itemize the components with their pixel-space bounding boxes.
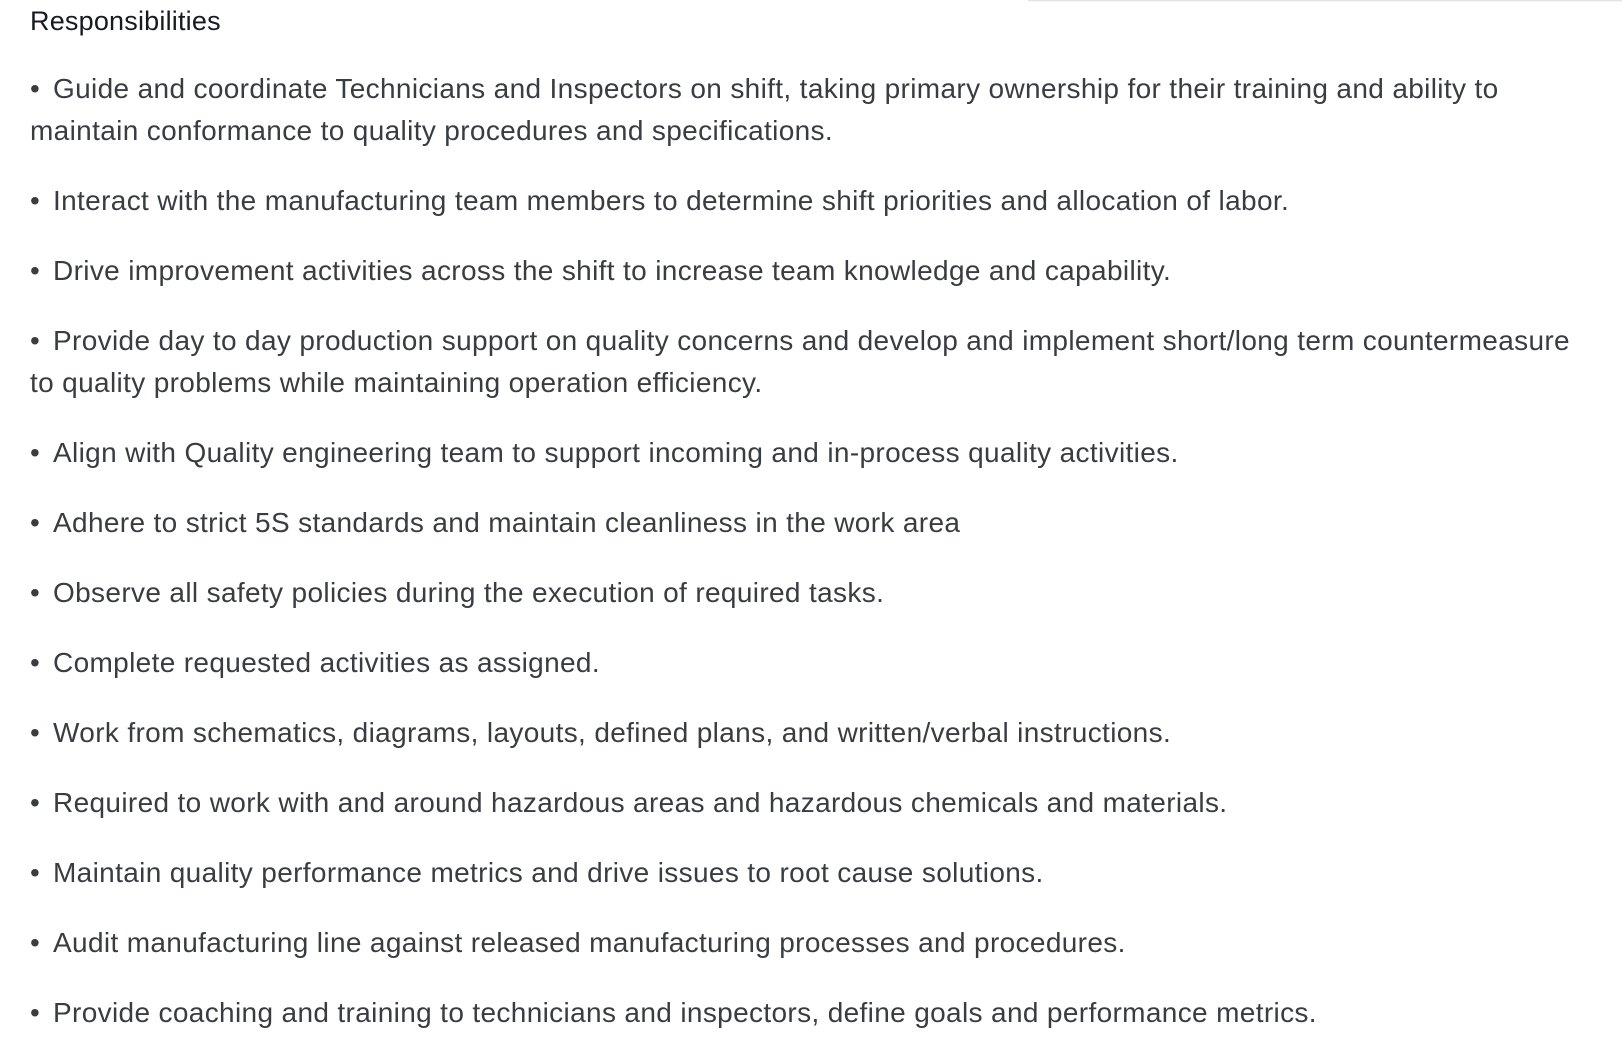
bullet-icon: • bbox=[30, 255, 41, 286]
list-item-text: Audit manufacturing line against released manufacturing processes and procedures. bbox=[53, 927, 1126, 958]
bullet-icon: • bbox=[30, 577, 41, 608]
list-item-text: Work from schematics, diagrams, layouts, defined plans, and written/verbal instructions. bbox=[53, 717, 1172, 748]
responsibilities-list bbox=[30, 68, 1610, 1034]
list-item-text: Required to work with and around hazardous areas and hazardous chemicals and materials. bbox=[53, 787, 1228, 818]
list-item-text: Provide day to day production support on quality concerns and develop and implement short/long term countermeasure to quality problems while maintaining operation efficiency. bbox=[30, 325, 1570, 398]
list-item bbox=[30, 782, 1610, 824]
list-item bbox=[30, 320, 1610, 404]
bullet-icon: • bbox=[30, 73, 41, 104]
list-item bbox=[30, 502, 1610, 544]
list-item bbox=[30, 432, 1610, 474]
list-item bbox=[30, 992, 1610, 1034]
bullet-icon: • bbox=[30, 507, 41, 538]
list-item bbox=[30, 642, 1610, 684]
bullet-icon: • bbox=[30, 927, 41, 958]
bullet-icon: • bbox=[30, 185, 41, 216]
bullet-icon: • bbox=[30, 325, 41, 356]
list-item-text: Guide and coordinate Technicians and Inspectors on shift, taking primary ownership for their training and ability to maintain conformance to quality procedures and specifications. bbox=[30, 73, 1499, 146]
bullet-icon: • bbox=[30, 647, 41, 678]
list-item-text: Complete requested activities as assigned. bbox=[53, 647, 600, 678]
list-item bbox=[30, 250, 1610, 292]
section-title: Responsibilities bbox=[30, 6, 221, 36]
bullet-icon: • bbox=[30, 857, 41, 888]
bullet-icon: • bbox=[30, 997, 41, 1028]
list-item bbox=[30, 922, 1610, 964]
list-item-text: Interact with the manufacturing team members to determine shift priorities and allocation of labor. bbox=[53, 185, 1290, 216]
list-item-text: Observe all safety policies during the execution of required tasks. bbox=[53, 577, 885, 608]
list-item bbox=[30, 712, 1610, 754]
list-item-text: Maintain quality performance metrics and drive issues to root cause solutions. bbox=[53, 857, 1044, 888]
bullet-icon: • bbox=[30, 437, 41, 468]
list-item bbox=[30, 852, 1610, 894]
bullet-icon: • bbox=[30, 787, 41, 818]
list-item bbox=[30, 572, 1610, 614]
list-item-text: Align with Quality engineering team to support incoming and in-process quality activities. bbox=[53, 437, 1179, 468]
bullet-icon: • bbox=[30, 717, 41, 748]
list-item bbox=[30, 180, 1610, 222]
list-item-text: Provide coaching and training to technicians and inspectors, define goals and performance metrics. bbox=[53, 997, 1317, 1028]
list-item-text: Drive improvement activities across the shift to increase team knowledge and capability. bbox=[53, 255, 1172, 286]
list-item-text: Adhere to strict 5S standards and maintain cleanliness in the work area bbox=[53, 507, 961, 538]
list-item bbox=[30, 68, 1610, 152]
responsibilities-section bbox=[30, 2, 1610, 1062]
